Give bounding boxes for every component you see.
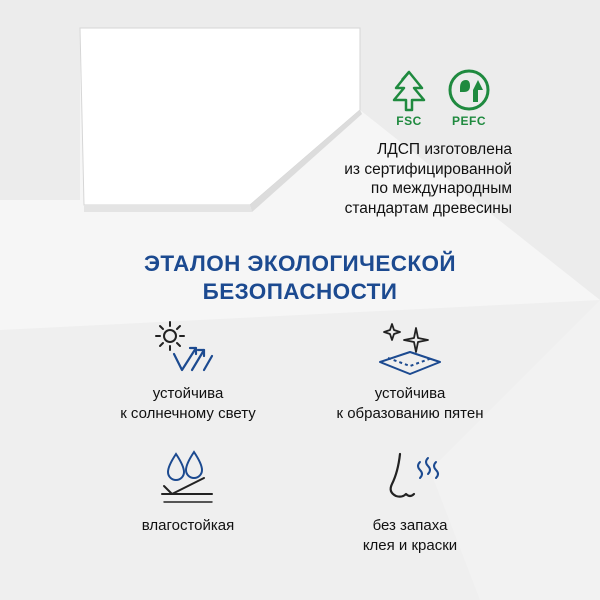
feature-sun-resistant [78, 318, 298, 424]
feature-stain-label [300, 384, 520, 424]
pefc-trees-icon [440, 66, 498, 116]
feature-sun-label [78, 384, 298, 424]
pefc-logo-text: PEFC [451, 114, 486, 128]
heading-line-2: БЕЗОПАСНОСТИ [202, 279, 398, 304]
feature-sun-line-1: устойчива [152, 385, 224, 402]
heading-line-1: ЭТАЛОН ЭКОЛОГИЧЕСКОЙ [143, 251, 456, 276]
feature-odorless [300, 450, 520, 556]
feature-odorless-line-2: клея и краски [362, 537, 458, 554]
fsc-logo-text: FSC [396, 114, 422, 128]
pefc-logo [440, 66, 498, 130]
feature-sun-line-2: к солнечному свету [120, 405, 256, 422]
certification-logos [384, 66, 506, 130]
feature-stain-line-2: к образованию пятен [336, 405, 484, 422]
certification-text [252, 140, 512, 218]
eco-safety-heading [0, 250, 600, 306]
cert-line-4: стандартам древесины [344, 199, 512, 217]
feature-stain-line-1: устойчива [374, 385, 446, 402]
feature-moisture-label [78, 516, 298, 536]
cert-line-3: по международным [370, 180, 512, 197]
fsc-logo [384, 66, 434, 130]
stain-sparkle-icon [370, 318, 450, 378]
feature-odorless-line-1: без запаха [372, 517, 448, 534]
cert-line-1: ЛДСП изготовлена [377, 141, 512, 158]
cert-line-2: из сертифицированной [344, 160, 512, 178]
water-drops-icon [148, 450, 228, 510]
fsc-tree-icon [384, 66, 434, 116]
feature-moisture-resistant [78, 450, 298, 536]
sun-arrows-icon [148, 318, 228, 378]
feature-odorless-label [300, 516, 520, 556]
nose-smell-icon [370, 450, 450, 510]
feature-moisture-line-1: влагостойкая [141, 517, 235, 534]
feature-stain-resistant [300, 318, 520, 424]
